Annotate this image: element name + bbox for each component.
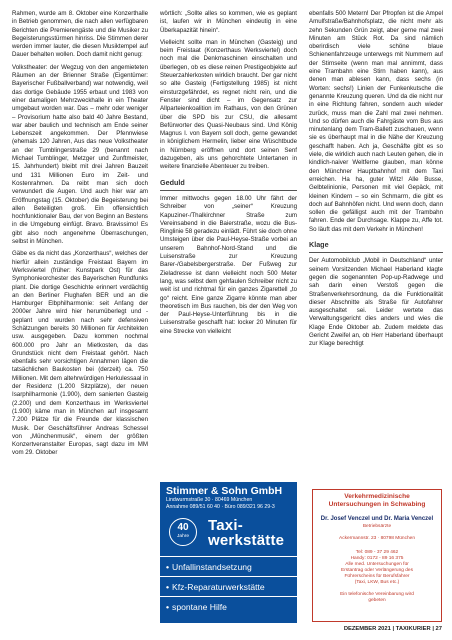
ad-divider [160, 556, 297, 557]
ad2-text: Alle med. Untersuchungen für [345, 561, 409, 567]
ad-divider [160, 576, 297, 577]
ad2-text: gebeten [368, 598, 386, 604]
ad2-text: Führerscheins für Berufsfahrer [344, 573, 410, 579]
ad2-text: Erstantrag oder Verlängerung des [341, 567, 413, 573]
magazine-name: TAXIKURIER [395, 626, 431, 632]
ad2-text: Ein telefonische Vereinbarung wird [340, 592, 414, 598]
page-footer: DEZEMBER 2021 | TAXIKURIER | 27 [343, 626, 442, 632]
ad-headline [208, 518, 284, 548]
ad-address: Lindwurmstraße 30 · 80469 München [166, 497, 253, 503]
verkehrsmedizin-ad [312, 489, 442, 622]
column-3 [309, 10, 443, 349]
ad2-doctors: Dr. Josef Venczel und Dr. Maria Venczel [320, 516, 434, 522]
paragraph: Der Automobilclub „Mobil in Deutschland“ unter seinem Vorsitzenden Michael Haberland klagte gegen die sogenannten Pop-up-Radwege und sah darin einen Verstoß gegen die Straßenverkehrsordnung, da die Funktionalität dieser Abschnitte als Straße für Autofahrer ausgeschaltet sei. Leider wertete das Verwaltungsgericht dies anders und wies die Klage Ende Oktober ab. Zudem meldete das Gericht Zweifel an, ob Herr Haberland überhaupt zur Klage berechtigt [309, 257, 443, 348]
ad-headline-line1: Taxi- [208, 517, 243, 534]
ad2-heading: Verkehrmedizinische Untersuchungen in Schwabing [328, 493, 426, 508]
anniversary-badge-icon [169, 518, 197, 546]
ad-phone: Annahme 089/51 60 40 · Büro 089/321 96 29-3 [166, 503, 275, 510]
badge-label: Jahre [177, 534, 189, 539]
ad-title: Stimmer & Sohn GmbH [166, 485, 283, 497]
paragraph: Rahmen, wurde am 8. Oktober eine Konzerthalle in Betrieb genommen, die nach allen verfügbaren Berichten die Premierengäste und die Musiker zu Begeisterungsstürmen hinriss. Die Stimmen derer werden immer lauter, die diesen Musiktempel auf Dauer behalten wollen. Doch damit nicht genug: [12, 10, 148, 59]
paragraph: wörtlich: „Sollte alles so kommen, wie es geplant ist, laufen wir in München eindeutig in eine Überkapazität hinein“. [160, 10, 297, 34]
stimmer-ad [160, 482, 297, 623]
ad-service-item: • Kfz-Reparaturwerkstätte [166, 582, 265, 592]
subheading-rule [309, 252, 443, 253]
paragraph: Vielleicht sollte man in München (Gasteig) und beim Freistaat (Konzerthaus Werksviertel) doch noch mal die Denkmaschinen einschalten und überlegen, ob es diese reinen Prestigeobjekte auf Steuerzahlerkosten wirklich braucht. Der gar nicht so alte Gasteig (Fertigstellung 1985) ist nicht einsturzgefährdet, es regnet nicht rein, und die Fenster sind dicht – im Gegensatz zur Allparteienkoalition im Rathaus, von den Grünen über die SPD bis zur CSU, die allesamt Befürworter des Quasi-Neubaus sind. Und König Magnus I. von Bayern soll doch, gerne gewandet in königlichem Hermelin, lieber eine Wüschtbude in Nürnberg eröffnen und dort seinen Senf dazugeben, als uns gehorchtete Untertanen in weitere finanzielle Abenteuer zu treiben. [160, 38, 297, 171]
ad2-text: (Taxi, LKW, Bus etc.) [354, 579, 400, 585]
ad-headline-block [166, 518, 292, 552]
ad2-mobile: Handy: 0172 - 89 16 375 [350, 555, 404, 561]
column-2 [160, 10, 297, 336]
paragraph: ebenfalls 500 Metern! Der Pfropfen ist die Ampel Amulfstraße/Bahnhofsplatz, die nicht mehr als zehn Sekunden Grün zeigt, aber gerne mal zwei Minuten am Stück Rot. Da sind nämlich oberirdisch viele schöne blaue Schienenfahrzeuge unterwegs mit Nummern auf der Stirnseite (wenn man mal annimmt, dass eine Trambahn eine Stirn haben kann), aus denen man ablesen kann, dass sechs (in Worten: sechs!) Linien der Funkenkutsche die genannte Kreuzung queren. Und da die nicht nur in eine Richtung fahren, sondern auch wieder zurück, muss man die Zahl mal zwei nehmen. Und so dürfen auch die Fahrgäste vom Bus aus minutenlang dem Tram-Ballett zuschauen, wenn sie es überhaupt mal in die Nähe der Kreuzung geschafft haben. Ach ja, Geschäfte gibt es so viele, die wirklich auch nach Leuten gehen, die in kindlich-naiver Weltferne glauben, man könne den Münchner Hauptbahnhof mit dem Taxi erreichen. Ha ha, guter Witz! Alle Busse, Gelbtelinionie, Personen mit viel Gepäck, mit kleinen Kindern – so ein Schmarrn, die gibt es doch auf Bahnhöfen nicht. Und wenn doch, dann sollen die gefälligst auch mit der Trambahn fahren. Ende der Durchsage. Klappe zu, Affe tot. So läuft das mit dem Verkehr in München! [309, 10, 443, 233]
issue-date: DEZEMBER 2021 [343, 626, 391, 632]
page-number: 27 [435, 626, 442, 632]
ad-headline-line2: werkstätte [208, 532, 285, 549]
ad2-phone: Tel: 089 - 37 29 462 [355, 549, 399, 555]
subheading-klage: Klage [309, 240, 329, 250]
paragraph: Gäbe es da nicht das „Konzerthaus“, welches der hierfür allein zuständige Freistaat Bayern im Werksviertel (früher: Kunstpark Ost) für das Symphonieorchester des Bayerischen Rundfunks plant. Die dortige Geschichte erinnert verdächtig an den Berliner Flughafen BER und an die Hamburger Elbphilharmonie: seit Anfang der 2000er Jahre wird hier herumüberlegt und -geplant und wurden nach sehr defensiven Schätzungen bereits 30 Millionen für Architekten usw. ausgegeben. Dazu kommen nochmal 600.000 pro Jahr an Mietkosten, da das Grundstück nicht dem Freistaat gehört. Nach ebenfalls sehr vorsichtigen Annahmen lägen die tatsächlichen Baukosten bei (derzeit) ca. 750 Millionen. Mit dem altehrwürdigen Herkulessaal in der Residenz (1.200 Sitzplätze), der neuen Isarphilharmonie (1.900), dem sanierten Gasteig (2.200) und dem Konzerthaus im Werksviertel (1.900) käme man in München auf insgesamt 7.200 Plätze für die Freunde der klassischen Musik. Der Geschäftsführer Andreas Schessel von „Münchenmusik“, einem der größten Konzertveranstalter Europas, sagt dazu im MM vom 29. Oktober [12, 250, 148, 457]
ad-service-item: • Unfallinstandsetzung [166, 562, 252, 572]
subheading-rule [160, 190, 297, 191]
subheading-geduld: Geduld [160, 177, 185, 187]
ad2-role: Betriebsärzte [362, 523, 392, 529]
ad2-address: Ackermannstr. 23 · 80798 München [339, 535, 415, 541]
ad-divider [160, 596, 297, 597]
badge-number: 40 [177, 522, 189, 533]
paragraph: Volkstheater: der Wegzug von den angemieteten Räumen an der Brienner Straße (Eigentümer: Bayerischer Fußballverband) war notwendig, weil das dortige Gebäude 1955 erbaut und 1983 von einer damaligen Mehrzweckhalle in ein Theater umgebaut worden war. Das – mehr oder weniger – Provisorium hatte also bald 40 Jahre Bestand, war aber baulich und technisch am Ende seiner Lebenszeit angekommen. Der Pfennwiese (ehemals 120 Jahren, Aus das neue Volkstheater an der Tumblingerstraße 29 (benannt nach Michael Tumblinger, Metzger und Zunftmeister, 15. Jahrhundert) bleibt mit drei Jahren Bauzeit und 131 Millionen Euro im Zeit- und Kostenrahmen. Da reibt man sich doch verwundert die Augen. Und auch hier war am Eröffnungstag (15. Oktober) die Begeisterung bei allen Beteiligten groß. Ein offensichtlich hochfunktionaler Bau, der von Beginn an Bestens in die Umgebung einfügt. Bravo. Bravissimo! Es gibt also noch angenehme Überraschungen, selbst in München. [12, 63, 148, 246]
ad-service-item: • spontane Hilfe [166, 602, 227, 612]
column-1 [12, 10, 148, 458]
paragraph: Immer mittwochs gegen 18.00 Uhr fährt der Schreiber von „seiner“ Kreuzung Kapuziner-/Thalkirchner Straße zum Vereinsabend in die Baierstraße, wozu die Bus-Ringlinie 58 geradezu einlädt. Führt sie doch ohne Umsteigen über die Paul-Heyse-Straße vorbei an unserem Bahnhof-Nord-Stand und die Luisenstraße zur Kreuzung Barer-/Gabelsbergerstraße. Der Fußweg zur Zieladresse ist dann vielleicht noch 500 Meter lang, was selbst dem gehfaulen Schreiber nicht zu weit ist und richtmal für ein ganzes Zigarettell „to go“ reicht. Eine ganze Zigarre könnte man aber theoretisch im Bus rauchen, bis der den Weg von der Paul-Heyse-Unterführung bis in die Luisenstraße geschafft hat: locker 20 Minuten für eine Strecke von vielleicht [160, 194, 297, 335]
